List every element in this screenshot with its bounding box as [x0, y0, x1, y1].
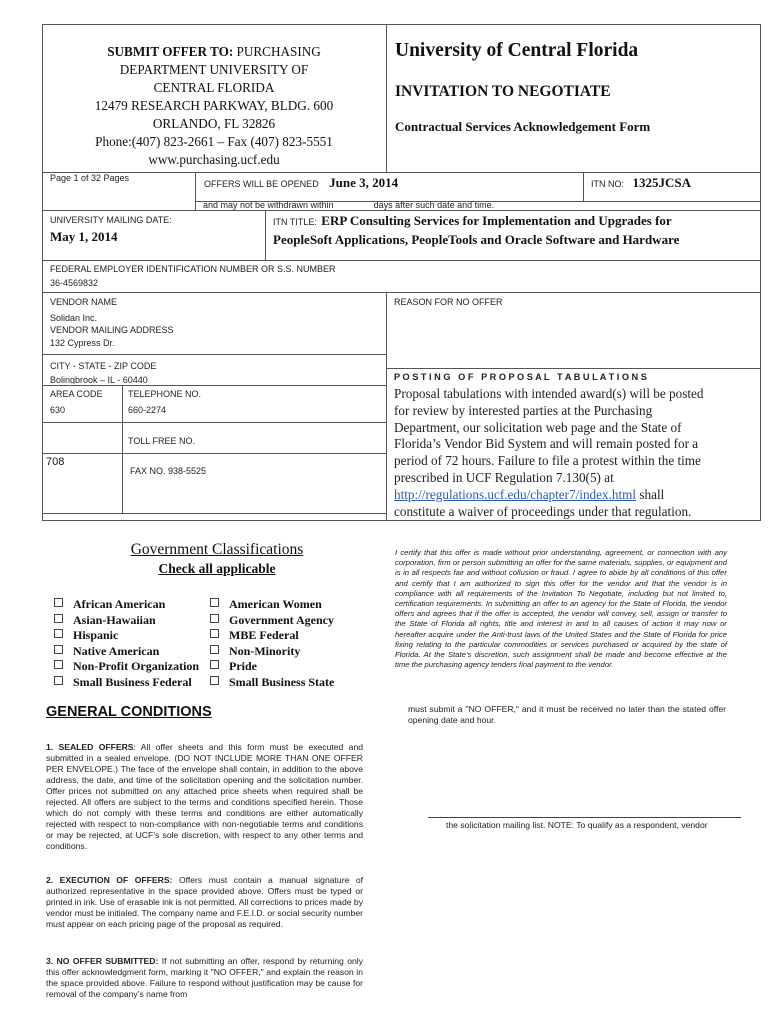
classification-option[interactable] — [54, 628, 118, 643]
classification-option[interactable] — [54, 659, 199, 674]
classification-label: Native American — [73, 643, 160, 658]
itn-number — [591, 174, 691, 192]
classification-option[interactable] — [54, 675, 192, 690]
checkbox-icon[interactable] — [210, 645, 219, 654]
checkbox-icon[interactable] — [210, 614, 219, 623]
city-state-zip: Bolingbrook – IL - 60440 — [50, 375, 148, 384]
itn-title — [273, 212, 679, 248]
area-code-2: 708 — [46, 456, 65, 468]
classification-label: African American — [73, 597, 166, 611]
section-2-text: Offers must contain a manual signature of authorized representative in the space provided above. Offers must be typed or printed in ink. Use of erasable ink is not permitted. All corrections to prices made by vendor must be initialed. The company name and F.E.I.D. or social security number must appear on each pricing page of the proposal as required. — [46, 875, 363, 929]
section-1 — [46, 742, 363, 852]
university-title: University of Central Florida — [395, 40, 639, 61]
classification-option[interactable] — [54, 597, 165, 612]
itn-title-line2: PeopleSoft Applications, PeopleTools and Oracle Software and Hardware — [273, 232, 680, 247]
submit-line-2: DEPARTMENT UNIVERSITY OF — [119, 62, 309, 77]
withdraw-note-a: and may not be withdrawn within — [203, 200, 334, 210]
section-2-head: 2. EXECUTION OF OFFERS: — [46, 875, 173, 885]
fax-value: 938-5525 — [168, 466, 207, 476]
classifications-subtitle: Check all applicable — [158, 561, 276, 576]
checkbox-icon[interactable] — [54, 629, 63, 638]
classification-label: American Women — [229, 597, 322, 611]
posting-line-6: prescribed in UCF Regulation 7.130(5) at — [394, 469, 614, 485]
posting-line-8: constitute a waiver of proceedings under that regulation. — [394, 503, 692, 519]
posting-line-3: Department, our solicitation web page and the State of — [394, 419, 682, 435]
submit-line-5: ORLANDO, FL 32826 — [152, 116, 276, 131]
itn-title-label: ITN TITLE: — [273, 217, 317, 227]
classification-label: Non-Minority — [229, 643, 301, 658]
classification-label: Pride — [229, 659, 257, 673]
submit-line-7: www.purchasing.ucf.edu — [148, 152, 280, 167]
checkbox-icon[interactable] — [210, 598, 219, 607]
withdraw-note-b: days after such date and time. — [373, 200, 495, 210]
section-3 — [46, 956, 363, 1000]
section-3-text: If not submitting an offer, respond by returning only this offer acknowledgment form, marking it "NO OFFER," and explain the reason in the space provided above. Failure to respond without justification may be cause for removal of the company’s name from — [46, 956, 363, 999]
classification-option[interactable] — [54, 613, 156, 628]
itn-heading: INVITATION TO NEGOTIATE — [395, 83, 611, 100]
posting-line-1: Proposal tabulations with intended award(s) will be posted — [394, 386, 704, 401]
section-2 — [46, 875, 363, 930]
classification-option[interactable] — [210, 597, 322, 612]
classification-label: Government Agency — [229, 612, 334, 627]
vendor-address-label: VENDOR MAILING ADDRESS — [50, 325, 174, 335]
fax-label: FAX NO. — [130, 466, 166, 476]
certify-text: I certify that this offer is made without prior understanding, agreement, or connection with any corporation, firm or person submitting an offer for the same materials, supplies, or equipment and is in all respects fair and without collusion or fraud. I agree to abide by all conditions of this offer and certify that I am authorized to sign this offer for the vendor and that the vendor is in compliance with all requirements of the Invitation To Negotiate, including but not limited to, certification requirements. In submitting an offer to an agency for the State of Florida, the vendor offers and agrees that if the offer is accepted, the vendor will convey, sell, assign or transfer to the State of Florida all rights, title and interest in and to all causes of action it may now or hereafter acquire under the Anti-trust laws of the United States and the State of Florida for price fixing relating to the particular commodities or services purchased or acquired by the state of Florida. At the State’s discretion, such assignment shall be made and become effective at the time the purchasing agency tenders final payment to the vendor. — [395, 548, 727, 670]
itn-title-line1: ERP Consulting Services for Implementation and Upgrades for — [321, 213, 672, 228]
itn-number-value: 1325JCSA — [632, 175, 691, 190]
checkbox-icon[interactable] — [210, 676, 219, 685]
classification-label: Small Business State — [229, 674, 335, 689]
section-1-text: : All offer sheets and this form must be executed and submitted in a sealed envelope. (DO NOT INCLUDE MORE THAN ONE OFFER PER ENVELOPE.) The face of the envelope shall contain, in addition to the above address, the date, and time of the solicitation opening and the solicitation number. Offer prices not submitted on any attached price sheets when required shall be rejected. All offers are subject to the terms and conditions specified herein. Those which do not comply with these terms and conditions are either automatically rejected with respect to non-compliance with non-negotiable terms and conditions or may be rejected, at UCF’s sole discretion, with respect to any other terms and conditions. — [46, 742, 363, 851]
checkbox-icon[interactable] — [54, 598, 63, 607]
classification-label: MBE Federal — [229, 628, 299, 642]
classification-option[interactable] — [210, 644, 300, 659]
vendor-name: Solidan Inc. — [50, 313, 98, 323]
checkbox-icon[interactable] — [54, 676, 63, 685]
form-title: Contractual Services Acknowledgement Form — [395, 119, 651, 134]
right-continuation-1: must submit a "NO OFFER," and it must be received no later than the stated offer opening date and hour. — [408, 704, 726, 725]
classification-option[interactable] — [210, 659, 257, 674]
posting-line-5: period of 72 hours. Failure to file a protest within the time — [394, 453, 701, 469]
posting-heading: P O S T I N G O F P R O P O S A L T A B U L A T I O N S — [394, 372, 647, 382]
offers-opened-date: June 3, 2014 — [329, 175, 399, 190]
fein-label: FEDERAL EMPLOYER IDENTIFICATION NUMBER OR S.S. NUMBER — [50, 264, 336, 274]
fein-value: 36-4569832 — [50, 278, 99, 288]
checkbox-icon[interactable] — [54, 660, 63, 669]
posting-text — [394, 386, 703, 520]
city-state-zip-label: CITY - STATE - ZIP CODE — [50, 361, 157, 371]
vendor-address: 132 Cypress Dr. — [50, 338, 115, 348]
offers-opened-label: OFFERS WILL BE OPENED — [204, 179, 319, 189]
regulation-link[interactable]: http://regulations.ucf.edu/chapter7/index.html — [394, 486, 637, 502]
classification-option[interactable] — [210, 675, 334, 690]
page-count: Page 1 of 32 Pages — [50, 173, 130, 183]
posting-line-7-tail: shall — [636, 486, 665, 502]
classifications-title: Government Classifications — [130, 541, 304, 558]
general-conditions-title: GENERAL CONDITIONS — [46, 704, 212, 720]
classification-label: Hispanic — [73, 628, 119, 642]
reason-no-offer-label: REASON FOR NO OFFER — [394, 297, 503, 307]
posting-line-2: for review by interested parties at the Purchasing — [394, 402, 653, 418]
classification-label: Non-Profit Organization — [73, 659, 200, 673]
submit-line-6: Phone:(407) 823-2661 – Fax (407) 823-5551 — [95, 134, 333, 149]
area-code-label: AREA CODE — [50, 389, 103, 399]
submit-offer-label: SUBMIT OFFER TO: — [107, 44, 234, 59]
withdraw-note — [203, 200, 494, 210]
mailing-date-label: UNIVERSITY MAILING DATE: — [50, 215, 172, 225]
submit-line-3: CENTRAL FLORIDA — [153, 80, 275, 95]
classification-label: Asian-Hawaiian — [73, 612, 156, 627]
area-code: 630 — [50, 405, 66, 415]
vendor-name-label: VENDOR NAME — [50, 297, 118, 307]
checkbox-icon[interactable] — [54, 645, 63, 654]
posting-line-4: Florida’s Vendor Bid System and will remain posted for a — [394, 436, 699, 452]
telephone: 660-2274 — [128, 405, 167, 415]
classification-option[interactable] — [210, 613, 334, 628]
section-3-head: 3. NO OFFER SUBMITTED: — [46, 956, 159, 966]
submit-offer-block — [44, 43, 384, 169]
classification-option[interactable] — [210, 628, 299, 643]
section-1-head: 1. SEALED OFFERS — [46, 742, 134, 752]
itn-number-label: ITN NO: — [591, 179, 624, 189]
classification-option[interactable] — [54, 644, 159, 659]
telephone-label: TELEPHONE NO. — [128, 389, 202, 399]
fax — [130, 466, 206, 476]
checkbox-icon[interactable] — [210, 629, 219, 638]
classification-label: Small Business Federal — [73, 674, 192, 689]
submit-line-1: PURCHASING — [233, 44, 321, 59]
checkbox-icon[interactable] — [54, 614, 63, 623]
right-continuation-2: the solicitation mailing list. NOTE: To qualify as a respondent, vendor — [446, 820, 708, 830]
offers-opened — [204, 174, 398, 192]
mailing-date-value: May 1, 2014 — [50, 229, 118, 244]
toll-free-label: TOLL FREE NO. — [128, 436, 196, 446]
submit-line-4: 12479 RESEARCH PARKWAY, BLDG. 600 — [94, 98, 334, 113]
checkbox-icon[interactable] — [210, 660, 219, 669]
